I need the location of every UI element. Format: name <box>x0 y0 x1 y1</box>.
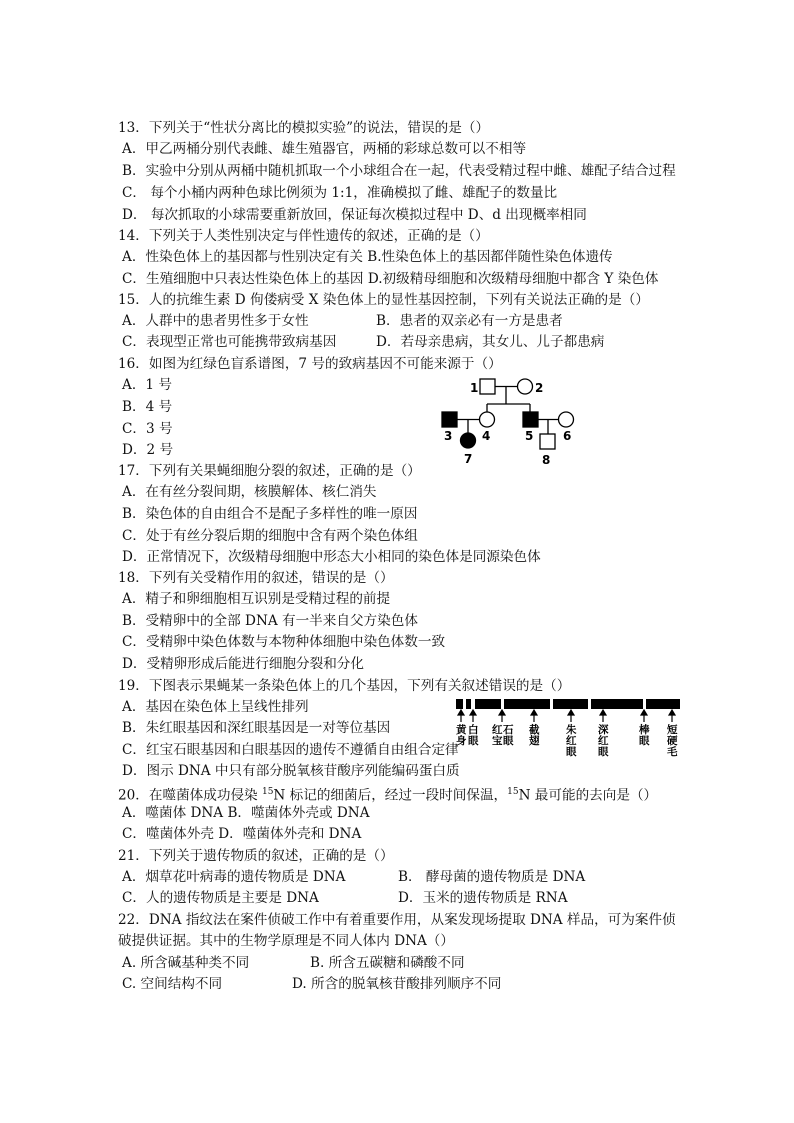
pedigree-female-6 <box>559 412 574 427</box>
q22-option-b: B. 所含五碳糖和磷酸不同 <box>310 955 465 971</box>
pedigree-label-4: 4 <box>482 429 491 443</box>
q20-stem <box>118 782 657 806</box>
q13-option-a: A．甲乙两桶分别代表雌、雄生殖器官，两桶的彩球总数可以不相等 <box>122 141 527 157</box>
q16-stem: 16．如图为红绿色盲系谱图，7 号的致病基因不可能来源于（） <box>118 356 502 372</box>
q17-option-c: C．处于有丝分裂后期的细胞中含有两个染色体组 <box>122 528 418 544</box>
q20-options-ab: A．噬菌体 DNA B．噬菌体外壳或 DNA <box>122 805 370 821</box>
q16-option-b: B．4 号 <box>122 399 173 415</box>
gene-label-char: 黄 <box>456 724 467 736</box>
q21-option-d: D．玉米的遗传物质是 RNA <box>398 890 568 906</box>
pedigree-label-3: 3 <box>444 429 453 443</box>
gene-label-char: 身 <box>456 735 467 747</box>
q13-option-b: B．实验中分别从两桶中随机抓取一个小球组合在一起，代表受精过程中雌、雄配子结合过程 <box>122 163 676 179</box>
pedigree-male-1 <box>480 379 495 394</box>
q20-options-cd: C．噬菌体外壳 D．噬菌体外壳和 DNA <box>122 826 362 842</box>
gene-label-char: 截 <box>529 724 540 736</box>
q22-stem-line1: 22．DNA 指纹法在案件侦破工作中有着重要作用，从案发现场提取 DNA 样品，可为案件侦 <box>118 912 676 928</box>
gene-label-char: 朱 <box>566 724 577 736</box>
pedigree-label-7: 7 <box>464 452 473 466</box>
q19-option-a: A．基因在染色体上呈线性排列 <box>122 699 309 715</box>
gene-arrow-head <box>600 710 606 715</box>
q21-stem: 21．下列关于遗传物质的叙述，正确的是（） <box>118 848 394 864</box>
pedigree-female-2 <box>518 379 533 394</box>
gene-arrow-head <box>470 710 476 715</box>
q16-option-d: D．2 号 <box>122 442 174 458</box>
gene-label-char: 翅 <box>529 735 540 747</box>
q21-option-b: B． 酵母菌的遗传物质是 DNA <box>398 869 586 885</box>
pedigree-label-5: 5 <box>525 429 534 443</box>
gene-label-char: 宝 <box>492 735 503 747</box>
q22-option-d: D. 所含的脱氧核苷酸排列顺序不同 <box>292 976 502 992</box>
q14-options-cd: C．生殖细胞中只表达性染色体上的基因 D.初级精母细胞和次级精母细胞中都含 Y 染色体 <box>122 271 659 287</box>
q20-stem-part3: N 最可能的去向是（） <box>518 787 658 804</box>
gene-label-char: 红 <box>566 735 577 747</box>
gene-label-char: 短 <box>667 724 678 736</box>
q21-option-c: C．人的遗传物质是主要是 DNA <box>122 890 319 906</box>
q16-option-c: C．3 号 <box>122 421 173 437</box>
gene-label-char: 眼 <box>598 746 609 758</box>
q20-isotope-superscript: 15 <box>261 787 274 797</box>
q22-stem-line2: 破提供证据。其中的生物学原理是不同人体内 DNA（） <box>118 933 454 949</box>
pedigree-affected-male-5 <box>523 412 538 427</box>
q22-option-a: A. 所含碱基种类不同 <box>122 955 250 971</box>
gene-label-char: 眼 <box>639 735 650 747</box>
q20-isotope-superscript-2: 15 <box>507 787 519 797</box>
q13-option-c: C． 每个小桶内两种色球比例须为 1:1，准确模拟了雌、雄配子的数量比 <box>122 185 558 201</box>
q20-stem-part1: 20．在噬菌体成功侵染 <box>118 787 262 804</box>
q14-stem: 14．下列关于人类性别决定与伴性遗传的叙述，正确的是（） <box>118 228 489 244</box>
q19-option-d: D．图示 DNA 中只有部分脱氧核苷酸序列能编码蛋白质 <box>122 763 460 779</box>
q22-option-c: C. 空间结构不同 <box>122 976 223 992</box>
gene-label-char: 石 <box>503 724 514 736</box>
gene-label-char: 白 <box>468 724 479 736</box>
gene-label-char: 深 <box>598 724 609 736</box>
q17-option-a: A．在有丝分裂间期，核膜解体、核仁消失 <box>122 484 377 500</box>
gene-arrow-head <box>499 710 505 715</box>
gene-label-char: 毛 <box>667 746 678 758</box>
q19-option-b: B．朱红眼基因和深红眼基因是一对等位基因 <box>122 720 391 736</box>
gene-label-char: 眼 <box>566 746 577 758</box>
q15-option-b: B．患者的双亲必有一方是患者 <box>376 313 563 329</box>
q17-option-b: B．染色体的自由组合不是配子多样性的唯一原因 <box>122 506 418 522</box>
q15-option-d: D．若母亲患病，其女儿、儿子都患病 <box>376 334 605 350</box>
pedigree-label-2: 2 <box>535 381 544 395</box>
q19-option-c: C．红宝石眼基因和白眼基因的遗传不遵循自由组合定律 <box>122 742 459 758</box>
pedigree-male-8 <box>540 434 555 449</box>
q18-stem: 18．下列有关受精作用的叙述，错误的是（） <box>118 570 394 586</box>
gene-label-char: 红 <box>598 735 609 747</box>
pedigree-label-8: 8 <box>542 453 551 467</box>
q20-stem-part2: N 标记的细菌后，经过一段时间保温， <box>273 787 508 804</box>
gene-arrow-head <box>531 710 537 715</box>
gene-arrow-head <box>568 710 574 715</box>
q18-option-b: B．受精卵中的全部 DNA 有一半来自父方染色体 <box>122 613 418 629</box>
pedigree-label-6: 6 <box>563 429 572 443</box>
gene-label-char: 眼 <box>468 735 479 747</box>
gene-label-char: 棒 <box>639 724 650 736</box>
q17-stem: 17．下列有关果蝇细胞分裂的叙述，正确的是（） <box>118 463 421 479</box>
q15-stem: 15．人的抗维生素 D 佝偻病受 X 染色体上的显性基因控制，下列有关说法正确的是（） <box>118 292 649 308</box>
q13-option-d: D． 每次抓取的小球需要重新放回，保证每次模拟过程中 D、d 出现概率相同 <box>122 207 587 223</box>
gene-label-char: 眼 <box>503 735 514 747</box>
q17-option-d: D．正常情况下，次级精母细胞中形态大小相同的染色体是同源染色体 <box>122 549 541 565</box>
q15-option-c: C．表现型正常也可能携带致病基因 <box>122 334 337 350</box>
pedigree-affected-female-7 <box>461 433 476 448</box>
q19-stem: 19．下图表示果蝇某一条染色体上的几个基因，下列有关叙述错误的是（） <box>118 678 571 694</box>
gene-arrow-head <box>669 710 675 715</box>
pedigree-label-1: 1 <box>470 381 479 395</box>
gene-arrow-head <box>458 710 464 715</box>
q14-options-ab: A．性染色体上的基因都与性别决定有关 B.性染色体上的基因都伴随性染色体遗传 <box>122 249 613 265</box>
pedigree-affected-male-3 <box>442 412 457 427</box>
gene-label-char: 硬 <box>667 735 678 747</box>
q18-option-d: D．受精卵形成后能进行细胞分裂和分化 <box>122 656 364 672</box>
q21-option-a: A．烟草花叶病毒的遗传物质是 DNA <box>122 869 346 885</box>
q15-option-a: A．人群中的患者男性多于女性 <box>122 313 309 329</box>
q18-option-a: A．精子和卵细胞相互识别是受精过程的前提 <box>122 591 391 607</box>
q16-option-a: A．1 号 <box>122 377 172 393</box>
q13-stem: 13．下列关于“性状分离比的模拟实验”的说法，错误的是（） <box>118 120 490 136</box>
pedigree-female-4 <box>480 412 495 427</box>
q18-option-c: C．受精卵中染色体数与本物种体细胞中染色体数一致 <box>122 634 446 650</box>
chromosome-gene-map <box>452 695 684 761</box>
gene-label-char: 红 <box>492 724 503 736</box>
pedigree-diagram <box>430 372 590 472</box>
gene-arrow-head <box>641 710 647 715</box>
